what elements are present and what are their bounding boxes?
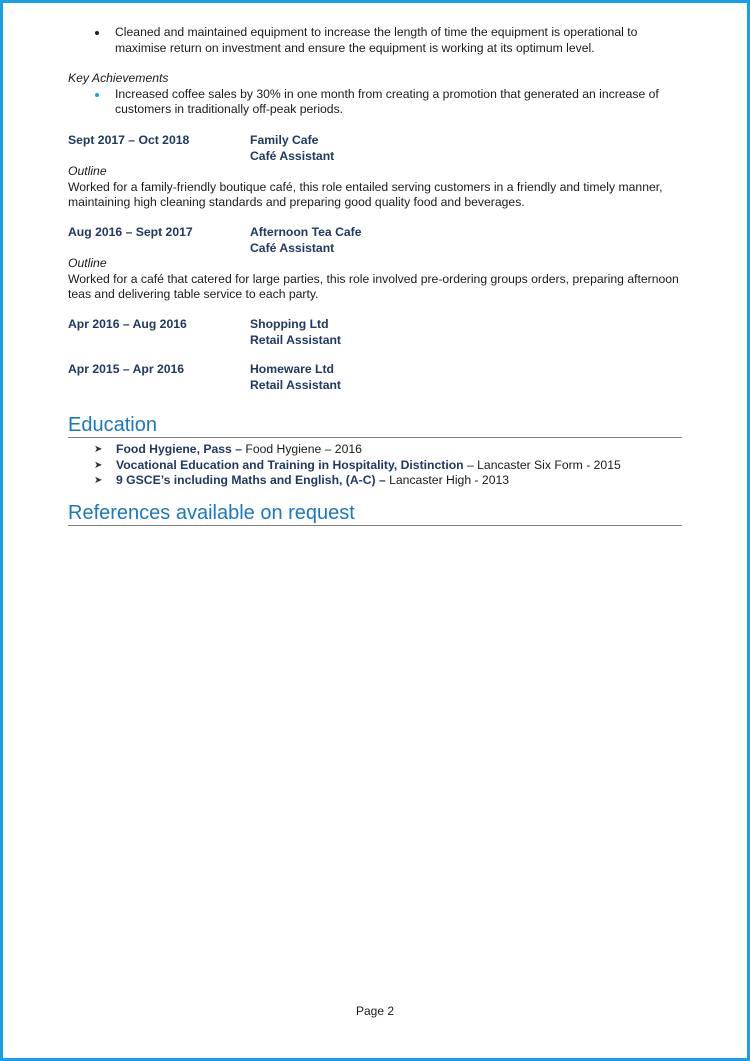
job-dates: Sept 2017 – Oct 2018 (68, 132, 190, 147)
outline-label: Outline (68, 256, 107, 271)
list-item: Increased coffee sales by 30% in one month from creating a promotion that generated an increase of customers in traditionally off-peak periods. (68, 87, 682, 118)
education-item (68, 458, 682, 474)
achievements-list (68, 87, 682, 118)
job-role: Café Assistant (250, 240, 335, 255)
job-entry (68, 225, 682, 256)
job-role: Café Assistant (250, 148, 335, 163)
job-outline: Worked for a café that catered for large parties, this role involved pre-ordering groups orders, preparing afternoon teas and delivering table service to each party. (68, 271, 679, 302)
education-qualification: Food Hygiene, Pass – (116, 442, 242, 457)
job-company: Homeware Ltd (250, 362, 334, 377)
education-detail: Food Hygiene – 2016 (241, 442, 362, 457)
job-outline: Worked for a family-friendly boutique café, this role entailed serving customers in a friendly and timely manner, maintaining high cleaning standards and preparing good quality food and beverages. (68, 179, 663, 210)
arrow-bullet-icon: ➤ (94, 475, 103, 487)
education-item (68, 442, 682, 458)
job-entry (68, 362, 682, 393)
achievements-heading: Key Achievements (68, 71, 169, 86)
education-detail: – Lancaster Six Form - 2015 (463, 457, 621, 472)
job-dates: Apr 2015 – Apr 2016 (68, 362, 185, 377)
education-detail: Lancaster High - 2013 (385, 473, 510, 488)
outline-label: Outline (68, 164, 107, 179)
job-company: Shopping Ltd (250, 316, 329, 331)
job-entry (68, 317, 682, 348)
education-list (68, 442, 682, 489)
job-role: Retail Assistant (250, 332, 341, 347)
job-entry (68, 133, 682, 164)
job-company: Afternoon Tea Cafe (250, 224, 362, 239)
job-company: Family Cafe (250, 132, 319, 147)
arrow-bullet-icon: ➤ (94, 444, 103, 456)
list-item: Cleaned and maintained equipment to increase the length of time the equipment is operational to maximise return on investment and ensure the equipment is working at its optimum level. (68, 25, 682, 56)
duties-list (68, 25, 682, 56)
job-dates: Apr 2016 – Aug 2016 (68, 316, 187, 331)
arrow-bullet-icon: ➤ (94, 459, 103, 471)
education-qualification: 9 GSCE’s including Maths and English, (A-C) – (116, 473, 386, 488)
education-heading: Education (68, 413, 682, 438)
job-dates: Aug 2016 – Sept 2017 (68, 224, 193, 239)
page-number: Page 2 (355, 1004, 395, 1018)
cv-page-content (68, 25, 682, 526)
job-role: Retail Assistant (250, 377, 341, 392)
education-item (68, 473, 682, 489)
references-heading: References available on request (68, 501, 682, 526)
education-qualification: Vocational Education and Training in Hospitality, Distinction (116, 457, 464, 472)
